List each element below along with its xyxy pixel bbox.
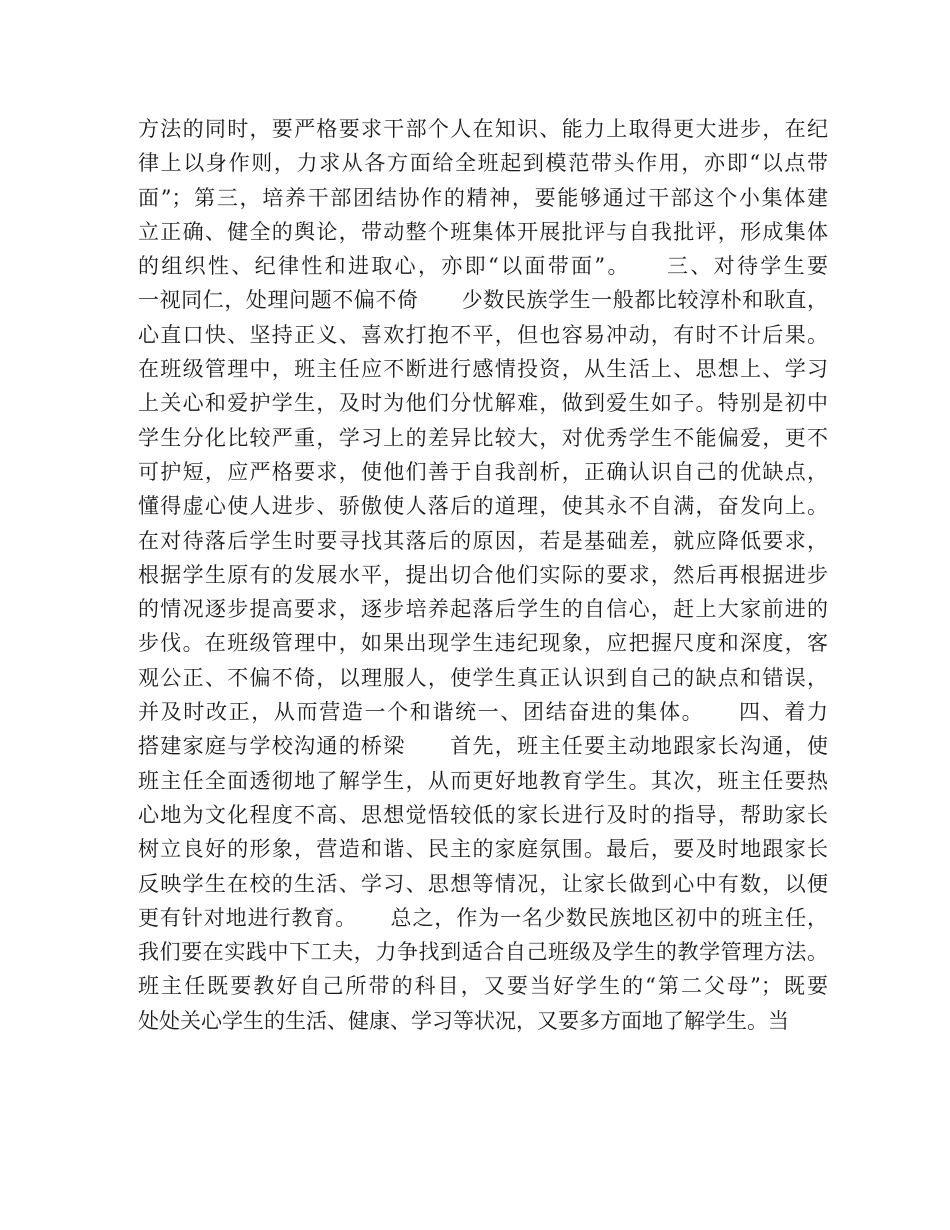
text-line: 的组织性、纪律性和进取心，亦即“以面带面”。 三、对待学生要 [138, 254, 828, 279]
body-text [138, 112, 828, 1038]
text-line: 的情况逐步提高要求，逐步培养起落后学生的自信心，赶上大家前进的 [138, 597, 828, 622]
text-line: 上关心和爱护学生，及时为他们分忧解难，做到爱生如子。特别是初中 [138, 391, 828, 416]
text-line: 更有针对地进行教育。 总之，作为一名少数民族地区初中的班主任， [138, 905, 828, 930]
text-line: 树立良好的形象，营造和谐、民主的家庭氛围。最后，要及时地跟家长 [138, 837, 828, 862]
text-line: 学生分化比较严重，学习上的差异比较大，对优秀学生不能偏爱，更不 [138, 425, 828, 450]
text-line: 并及时改正，从而营造一个和谐统一、团结奋进的集体。 四、着力 [138, 700, 828, 725]
text-line: 处处关心学生的生活、健康、学习等状况，又要多方面地了解学生。当 [138, 1008, 789, 1033]
text-line: 班主任既要教好自己所带的科目，又要当好学生的“第二父母”；既要 [138, 974, 828, 999]
text-line: 心直口快、坚持正义、喜欢打抱不平，但也容易冲动，有时不计后果。 [138, 322, 828, 347]
text-line: 可护短，应严格要求，使他们善于自我剖析，正确认识自己的优缺点， [138, 459, 828, 484]
text-line: 懂得虚心使人进步、骄傲使人落后的道理，使其永不自满，奋发向上。 [138, 494, 828, 519]
text-line: 根据学生原有的发展水平，提出切合他们实际的要求，然后再根据进步 [138, 562, 828, 587]
text-line: 观公正、不偏不倚，以理服人，使学生真正认识到自己的缺点和错误， [138, 665, 828, 690]
text-line: 反映学生在校的生活、学习、思想等情况，让家长做到心中有数，以便 [138, 871, 828, 896]
text-line: 步伐。在班级管理中，如果出现学生违纪现象，应把握尺度和深度，客 [138, 631, 828, 656]
text-line: 面”；第三，培养干部团结协作的精神，要能够通过干部这个小集体建 [138, 185, 828, 210]
text-line: 心地为文化程度不高、思想觉悟较低的家长进行及时的指导，帮助家长 [138, 802, 828, 827]
text-line: 班主任全面透彻地了解学生，从而更好地教育学生。其次，班主任要热 [138, 768, 828, 793]
text-line: 我们要在实践中下工夫，力争找到适合自己班级及学生的教学管理方法。 [138, 940, 828, 965]
text-line: 一视同仁，处理问题不偏不倚 少数民族学生一般都比较淳朴和耿直， [138, 288, 828, 313]
text-line: 在对待落后学生时要寻找其落后的原因，若是基础差，就应降低要求， [138, 528, 828, 553]
text-line: 方法的同时，要严格要求干部个人在知识、能力上取得更大进步，在纪 [138, 117, 828, 141]
text-line: 搭建家庭与学校沟通的桥梁 首先，班主任要主动地跟家长沟通，使 [138, 734, 828, 759]
text-line: 立正确、健全的舆论，带动整个班集体开展批评与自我批评，形成集体 [138, 219, 828, 244]
text-line: 在班级管理中，班主任应不断进行感情投资，从生活上、思想上、学习 [138, 357, 828, 382]
text-line: 律上以身作则，力求从各方面给全班起到模范带头作用，亦即“以点带 [138, 151, 828, 176]
